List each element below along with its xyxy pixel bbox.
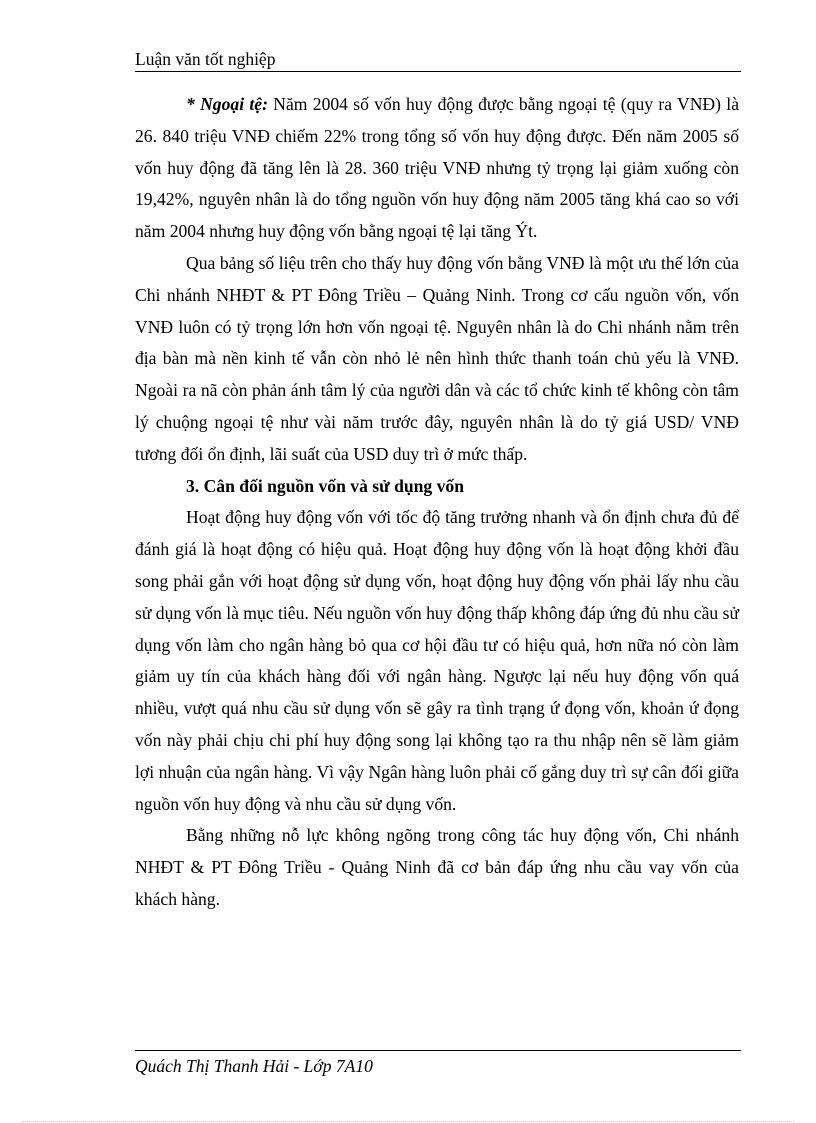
- header-divider: [135, 71, 741, 72]
- paragraph-text: Năm 2004 số vốn huy động được bằng ngoại tệ (quy ra VNĐ) là 26. 840 triệu VNĐ chiếm 22% trong tổng số vốn huy động được. Đến năm 2005 số vốn huy động đã tăng lên là 28. 360 triệu VNĐ nhưng tỷ trọng lại giảm xuống còn 19,42%, nguyên nhân là do tổng nguồn vốn huy động năm 2005 tăng khá cao so với năm 2004 nhưng huy động vốn bằng ngoại tệ lại tăng Ýt.: [135, 94, 740, 242]
- footer-divider: [135, 1050, 741, 1051]
- paragraph-foreign-currency: [135, 89, 739, 248]
- paragraph-balance: Hoạt động huy động vốn với tốc độ tăng trưởng nhanh và ổn định chưa đủ để đánh giá là hoạt động có hiệu quả. Hoạt động huy động vốn là hoạt động khởi đầu song phải gắn với hoạt động sử dụng vốn, hoạt động huy động vốn phải lấy nhu cầu sử dụng vốn là mục tiêu. Nếu nguồn vốn huy động thấp không đáp ứng đủ nhu cầu sử dụng vốn làm cho ngân hàng bỏ qua cơ hội đầu tư có hiệu quả, hơn nữa nó còn làm giảm uy tín của khách hàng đối với ngân hàng. Ngược lại nếu huy động vốn quá nhiều, vượt quá nhu cầu sử dụng vốn sẽ gây ra tình trạng ứ đọng vốn, khoản ứ đọng vốn này phải chịu chi phí huy động song lại không tạo ra thu nhập nên sẽ làm giảm lợi nhuận của ngân hàng. Vì vậy Ngân hàng luôn phải cố gắng duy trì sự cân đối giữa nguồn vốn huy động và nhu cầu sử dụng vốn.: [135, 507, 739, 814]
- section-heading: 3. Cân đối nguồn vốn và sử dụng vốn: [186, 475, 464, 496]
- header-title: Luận văn tốt nghiệp: [135, 49, 276, 69]
- paragraph-conclusion: Bằng những nỗ lực không ngõng trong công tác huy động vốn, Chi nhánh NHĐT & PT Đông Triều - Quảng Ninh đã cơ bản đáp ứng nhu cầu vay vốn của khách hàng.: [135, 825, 739, 909]
- paragraph-vnd-advantage: Qua bảng số liệu trên cho thấy huy động vốn bằng VNĐ là một ưu thế lớn của Chi nhánh NHĐT & PT Đông Triều – Quảng Ninh. Trong cơ cấu nguồn vốn, vốn VNĐ luôn có tỷ trọng lớn hơn vốn ngoại tệ. Nguyên nhân là do Chi nhánh nằm trên địa bàn mà nền kinh tế vẫn còn nhỏ lẻ nên hình thức thanh toán chủ yếu là VNĐ. Ngoài ra nã còn phản ánh tâm lý của người dân và các tổ chức kinh tế không còn tâm lý chuộng ngoại tệ như vài năm trước đây, nguyên nhân là do tỷ giá USD/ VNĐ tương đối ổn định, lãi suất của USD duy trì ở mức thấp.: [135, 252, 739, 464]
- footer-author: Quách Thị Thanh Hải - Lớp 7A10: [135, 1056, 373, 1076]
- paragraph-lead: * Ngoại tệ:: [186, 94, 268, 114]
- document-body: [135, 89, 739, 916]
- page-bottom-edge: [22, 1121, 794, 1122]
